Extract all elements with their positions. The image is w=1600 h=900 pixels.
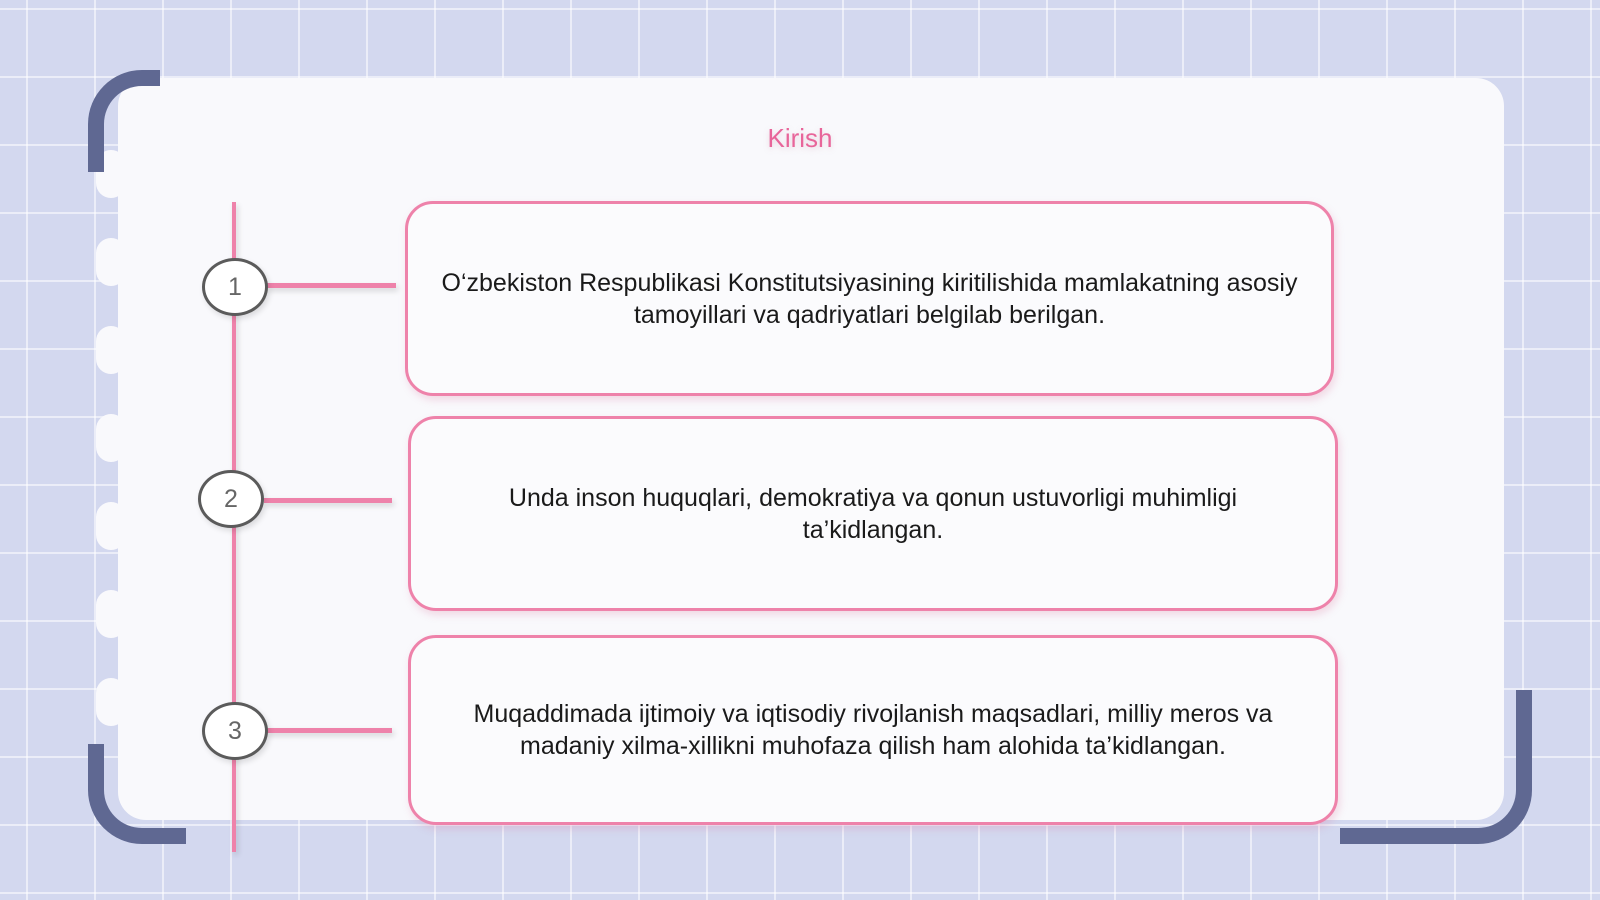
timeline-card-2-text: Unda inson huquqlari, demokratiya va qonun ustuvorligi muhimligi ta’kidlangan.: [508, 483, 1238, 544]
page-edge-scallop: [96, 678, 126, 726]
timeline-node-1: 1: [202, 258, 268, 316]
timeline-card-1: [405, 201, 1334, 396]
slide-title: Kirish: [767, 123, 833, 153]
page-edge-scallop: [96, 238, 126, 286]
timeline-node-2: 2: [198, 470, 264, 528]
timeline-connector: [266, 728, 392, 733]
timeline-connector: [264, 498, 392, 503]
page-edge-scallop: [96, 414, 126, 462]
corner-bracket-bottom-right: [1340, 690, 1532, 844]
timeline-card-1-text: O‘zbekiston Respublikasi Konstitutsiyasining kiritilishida mamlakatning asosiy tamoyillari va qadriyatlari belgilab berilgan.: [441, 268, 1298, 329]
corner-bracket-bottom-left: [88, 744, 186, 844]
page-edge-scallop: [96, 326, 126, 374]
timeline-card-3: [408, 635, 1338, 825]
page-edge-scallop: [96, 502, 126, 550]
page-edge-scallop: [96, 590, 126, 638]
timeline-card-2: [408, 416, 1338, 611]
timeline-connector: [266, 283, 396, 288]
timeline-node-3: 3: [202, 702, 268, 760]
timeline-card-3-text: Muqaddimada ijtimoiy va iqtisodiy rivojlanish maqsadlari, milliy meros va madaniy xilma-xillikni muhofaza qilish ham alohida ta’kidlangan.: [473, 700, 1273, 760]
